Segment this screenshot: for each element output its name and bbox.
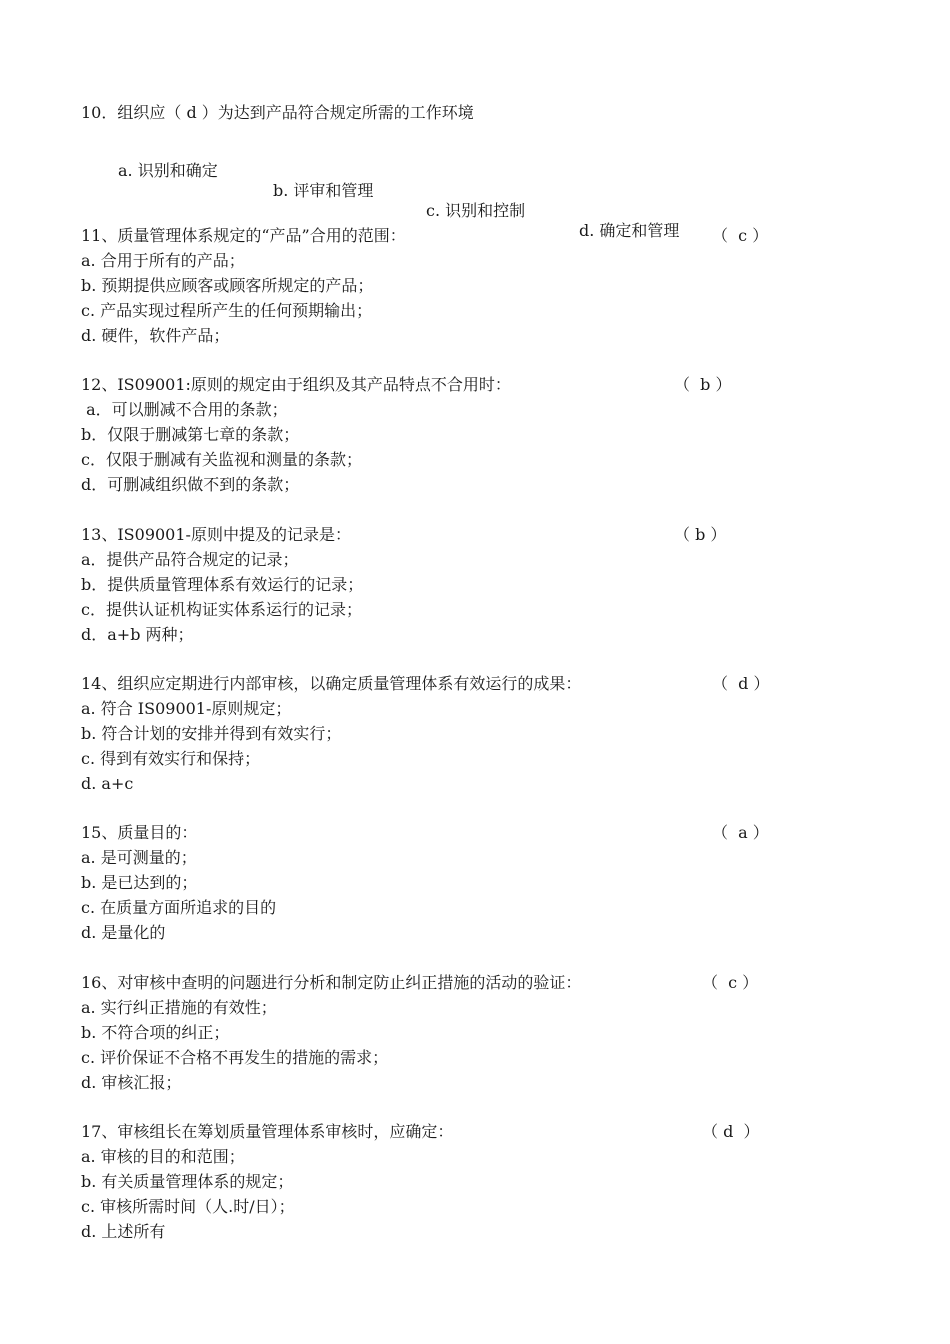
question-12-option-c: c．仅限于删减有关监视和测量的条款；	[81, 450, 362, 469]
question-11-answer: （ c ）	[712, 226, 769, 245]
question-15-option-c: c. 在质量方面所追求的目的	[81, 898, 277, 917]
question-13-option-c: c．提供认证机构证实体系运行的记录；	[81, 600, 362, 619]
question-11-option-d: d. 硬件，软件产品；	[81, 326, 230, 345]
question-17-stem: 17、审核组长在筹划质量管理体系审核时，应确定：	[81, 1122, 454, 1141]
question-11-stem: 11、质量管理体系规定的“产品”合用的范围：	[81, 226, 406, 245]
question-16-option-d: d. 审核汇报；	[81, 1073, 182, 1092]
question-10-prefix: 10．组织应（	[81, 103, 182, 122]
question-10-option-c: c. 识别和控制	[426, 201, 526, 220]
question-13-answer: （ b ）	[674, 525, 727, 544]
question-10-option-b: b. 评审和管理	[273, 181, 374, 200]
question-11-option-c: c. 产品实现过程所产生的任何预期输出；	[81, 301, 373, 320]
question-13-option-a: a．提供产品符合规定的记录；	[81, 550, 299, 569]
question-14-option-d: d. a+c	[81, 774, 134, 793]
question-14-option-a: a. 符合 IS09001-原则规定；	[81, 699, 292, 718]
question-12-option-b: b．仅限于删减第七章的条款；	[81, 425, 300, 444]
question-13-stem: 13、IS09001-原则中提及的记录是：	[81, 525, 351, 544]
question-16-option-a: a. 实行纠正措施的有效性；	[81, 998, 277, 1017]
question-11-option-a: a. 合用于所有的产品；	[81, 251, 245, 270]
question-12-option-a: a．可以删减不合用的条款；	[81, 400, 288, 419]
question-13-option-d: d．a+b 两种；	[81, 625, 194, 644]
question-10-option-a: a. 识别和确定	[118, 161, 218, 180]
question-12-answer: （ b ）	[674, 375, 732, 394]
question-17-option-d: d. 上述所有	[81, 1222, 166, 1241]
question-17-option-c: c. 审核所需时间（人.时/日）；	[81, 1197, 295, 1216]
question-16-option-c: c. 评价保证不合格不再发生的措施的需求；	[81, 1048, 389, 1067]
question-14-option-c: c. 得到有效实行和保持；	[81, 749, 261, 768]
question-17-option-b: b. 有关质量管理体系的规定；	[81, 1172, 294, 1191]
question-15-stem: 15、质量目的：	[81, 823, 198, 842]
question-10-option-d: d. 确定和管理	[579, 221, 680, 240]
question-14-stem: 14、组织应定期进行内部审核，以确定质量管理体系有效运行的成果：	[81, 674, 582, 693]
question-13-option-b: b．提供质量管理体系有效运行的记录；	[81, 575, 364, 594]
question-17-answer: （ d ）	[702, 1122, 760, 1141]
question-15-answer: （ a ）	[712, 823, 769, 842]
question-15-option-d: d. 是量化的	[81, 923, 166, 942]
question-12-option-d: d．可删减组织做不到的条款；	[81, 475, 300, 494]
question-15-option-a: a. 是可测量的；	[81, 848, 197, 867]
question-10-stem	[81, 103, 474, 123]
question-14-option-b: b. 符合计划的安排并得到有效实行；	[81, 724, 342, 743]
question-11-option-b: b. 预期提供应顾客或顾客所规定的产品；	[81, 276, 374, 295]
question-12-stem: 12、IS09001:原则的规定由于组织及其产品特点不合用时：	[81, 375, 511, 394]
question-14-answer: （ d ）	[712, 674, 770, 693]
question-16-answer: （ c ）	[702, 973, 759, 992]
question-15-option-b: b. 是已达到的；	[81, 873, 198, 892]
question-17-option-a: a. 审核的目的和范围；	[81, 1147, 245, 1166]
question-16-stem: 16、对审核中查明的问题进行分析和制定防止纠正措施的活动的验证：	[81, 973, 582, 992]
question-10-answer: d	[181, 103, 202, 122]
question-16-option-b: b. 不符合项的纠正；	[81, 1023, 230, 1042]
question-10-suffix: ）为达到产品符合规定所需的工作环境	[201, 103, 474, 122]
